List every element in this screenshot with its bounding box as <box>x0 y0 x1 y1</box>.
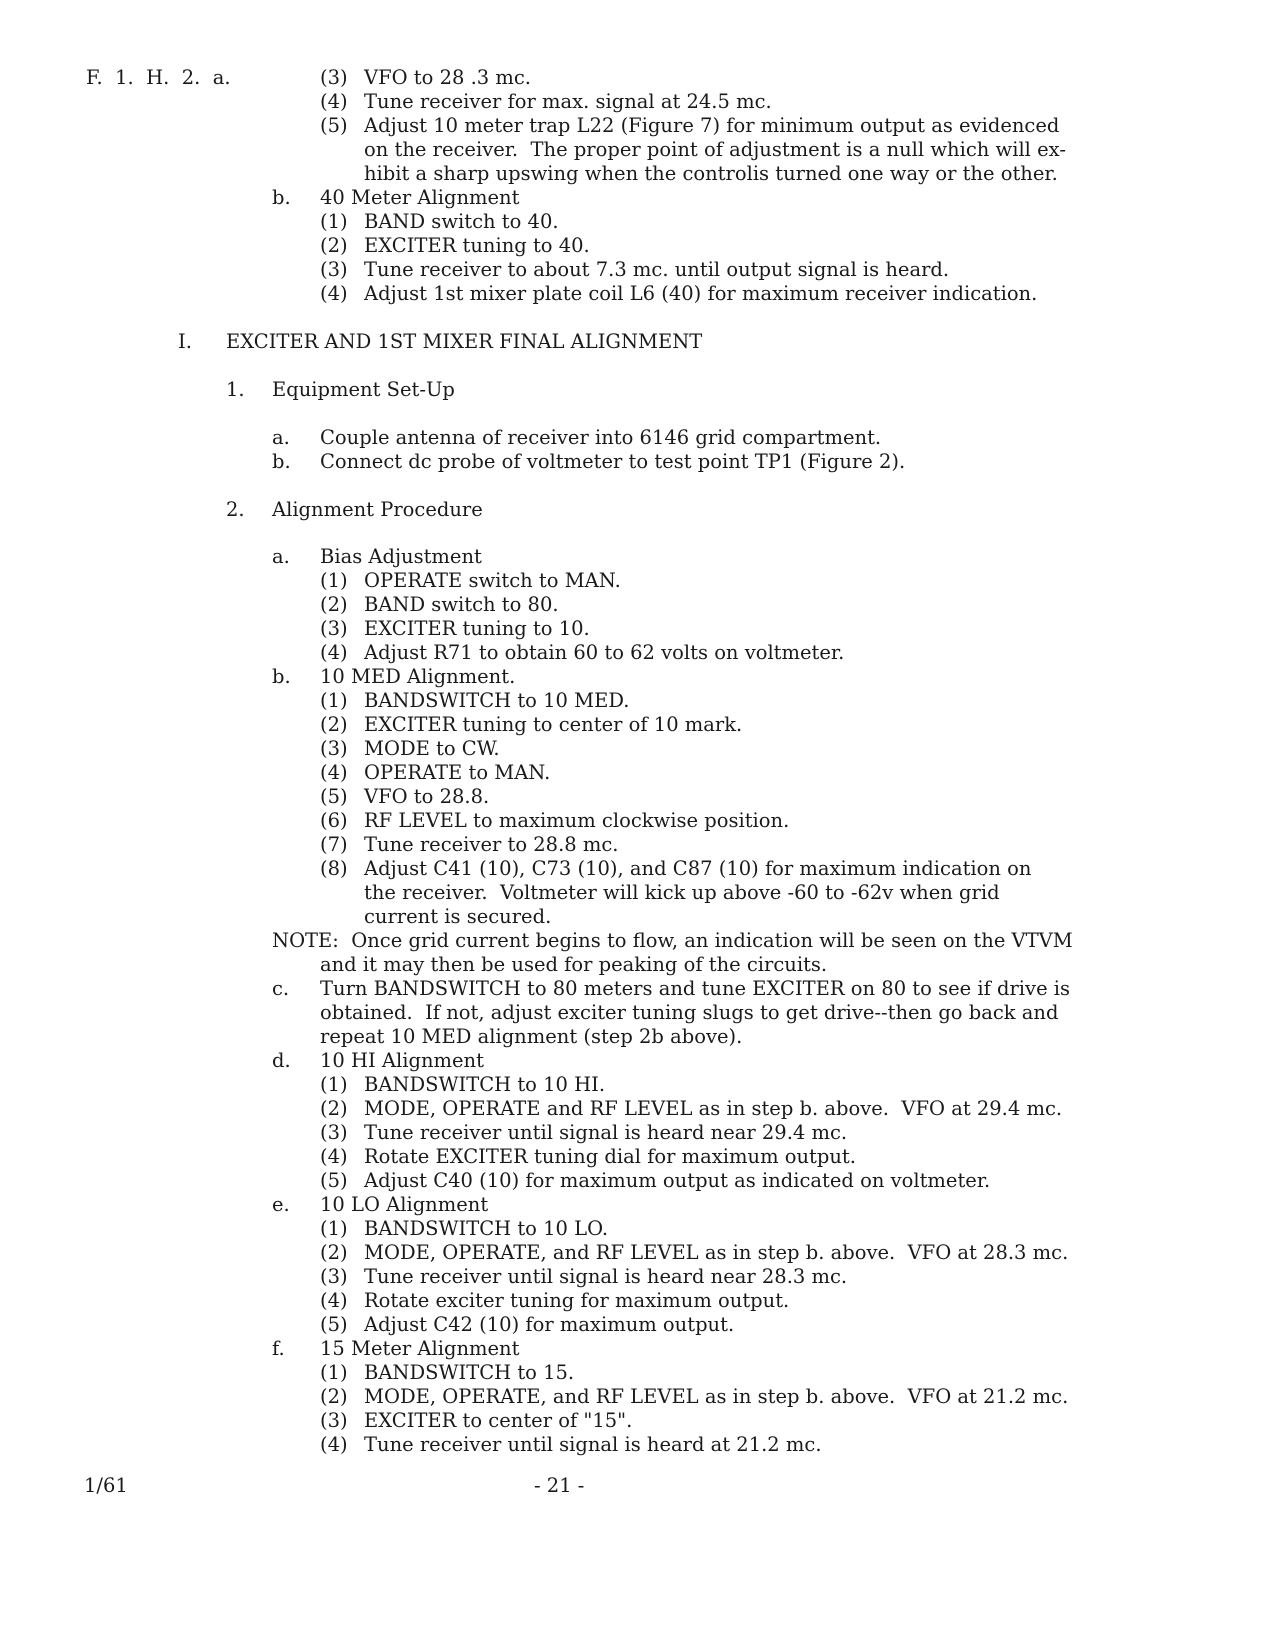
item-number: (3) <box>320 258 348 281</box>
item-text: BAND switch to 80. <box>364 593 559 616</box>
item-text: Tune receiver until signal is heard near 29.4 mc. <box>364 1121 848 1144</box>
item-text: Adjust C40 (10) for maximum output as indicated on voltmeter. <box>364 1169 991 1192</box>
item-number: (4) <box>320 90 348 113</box>
step-title: 15 Meter Alignment <box>320 1337 520 1360</box>
item-text: on the receiver. The proper point of adjustment is a null which will ex- <box>364 138 1066 161</box>
step-title: 40 Meter Alignment <box>320 186 520 209</box>
section-title: EXCITER AND 1ST MIXER FINAL ALIGNMENT <box>226 330 703 353</box>
item-text: Tune receiver for max. signal at 24.5 mc. <box>364 90 772 113</box>
step-label: c. <box>272 977 290 1000</box>
subsection-label: 2. <box>226 498 245 521</box>
item-text: Tune receiver until signal is heard at 21.2 mc. <box>364 1433 822 1456</box>
item-number: (2) <box>320 1097 348 1120</box>
item-text: the receiver. Voltmeter will kick up above -60 to -62v when grid <box>364 881 1000 904</box>
item-number: (8) <box>320 857 348 880</box>
item-text: BANDSWITCH to 10 LO. <box>364 1217 609 1240</box>
step-label: b. <box>272 665 291 688</box>
item-text: OPERATE to MAN. <box>364 761 551 784</box>
step-title: Bias Adjustment <box>320 545 482 568</box>
item-number: (3) <box>320 1265 348 1288</box>
item-number: (4) <box>320 1433 348 1456</box>
item-number: (2) <box>320 593 348 616</box>
item-text: Rotate exciter tuning for maximum output. <box>364 1289 790 1312</box>
item-number: (6) <box>320 809 348 832</box>
item-text: BANDSWITCH to 15. <box>364 1361 575 1384</box>
item-text: EXCITER tuning to center of 10 mark. <box>364 713 743 736</box>
item-number: (3) <box>320 66 348 89</box>
item-text: Tune receiver until signal is heard near 28.3 mc. <box>364 1265 848 1288</box>
item-text: VFO to 28 .3 mc. <box>364 66 531 89</box>
item-number: (4) <box>320 1145 348 1168</box>
item-text: RF LEVEL to maximum clockwise position. <box>364 809 790 832</box>
note-text: NOTE: Once grid current begins to flow, an indication will be seen on the VTVM <box>272 929 1073 952</box>
step-text: obtained. If not, adjust exciter tuning slugs to get drive--then go back and <box>320 1001 1059 1024</box>
step-label: b. <box>272 186 291 209</box>
item-number: (5) <box>320 785 348 808</box>
item-number: (3) <box>320 737 348 760</box>
item-number: (2) <box>320 713 348 736</box>
item-number: (1) <box>320 689 348 712</box>
item-number: (3) <box>320 1409 348 1432</box>
item-text: Tune receiver to 28.8 mc. <box>364 833 619 856</box>
item-number: (1) <box>320 569 348 592</box>
item-text: Adjust C42 (10) for maximum output. <box>364 1313 735 1336</box>
item-text: Adjust R71 to obtain 60 to 62 volts on voltmeter. <box>364 641 845 664</box>
item-text: EXCITER tuning to 40. <box>364 234 590 257</box>
item-text: MODE, OPERATE, and RF LEVEL as in step b. above. VFO at 21.2 mc. <box>364 1385 1069 1408</box>
item-number: (1) <box>320 1073 348 1096</box>
item-text: MODE, OPERATE, and RF LEVEL as in step b. above. VFO at 28.3 mc. <box>364 1241 1069 1264</box>
step-title: 10 LO Alignment <box>320 1193 489 1216</box>
step-label: e. <box>272 1193 290 1216</box>
item-text: Rotate EXCITER tuning dial for maximum output. <box>364 1145 856 1168</box>
item-number: (1) <box>320 210 348 233</box>
step-label: d. <box>272 1049 291 1072</box>
item-text: EXCITER to center of "15". <box>364 1409 633 1432</box>
step-text: Turn BANDSWITCH to 80 meters and tune EXCITER on 80 to see if drive is <box>320 977 1071 1000</box>
item-number: (2) <box>320 1385 348 1408</box>
step-text: Couple antenna of receiver into 6146 grid compartment. <box>320 426 882 449</box>
step-label: a. <box>272 426 290 449</box>
subsection-title: Equipment Set-Up <box>272 378 455 401</box>
item-text: BANDSWITCH to 10 HI. <box>364 1073 606 1096</box>
step-label: f. <box>272 1337 285 1360</box>
item-number: (3) <box>320 617 348 640</box>
item-text: Adjust 1st mixer plate coil L6 (40) for maximum receiver indication. <box>364 282 1038 305</box>
item-number: (5) <box>320 114 348 137</box>
item-number: (4) <box>320 282 348 305</box>
item-number: (1) <box>320 1361 348 1384</box>
item-number: (2) <box>320 234 348 257</box>
section-path: F. 1. H. 2. a. <box>86 66 231 89</box>
item-number: (7) <box>320 833 348 856</box>
item-text: OPERATE switch to MAN. <box>364 569 621 592</box>
item-text: EXCITER tuning to 10. <box>364 617 590 640</box>
item-text: VFO to 28.8. <box>364 785 490 808</box>
item-text: BAND switch to 40. <box>364 210 559 233</box>
item-text: BANDSWITCH to 10 MED. <box>364 689 630 712</box>
item-text: hibit a sharp upswing when the controlis turned one way or the other. <box>364 162 1058 185</box>
item-number: (4) <box>320 641 348 664</box>
item-number: (2) <box>320 1241 348 1264</box>
note-text: and it may then be used for peaking of the circuits. <box>320 953 828 976</box>
item-number: (4) <box>320 1289 348 1312</box>
step-label: b. <box>272 450 291 473</box>
item-number: (1) <box>320 1217 348 1240</box>
section-label: I. <box>178 330 192 353</box>
page-number: - 21 - <box>534 1474 585 1497</box>
subsection-label: 1. <box>226 378 245 401</box>
step-label: a. <box>272 545 290 568</box>
subsection-title: Alignment Procedure <box>272 498 483 521</box>
item-text: MODE, OPERATE and RF LEVEL as in step b. above. VFO at 29.4 mc. <box>364 1097 1063 1120</box>
item-number: (4) <box>320 761 348 784</box>
item-text: Tune receiver to about 7.3 mc. until output signal is heard. <box>364 258 950 281</box>
step-title: 10 HI Alignment <box>320 1049 484 1072</box>
step-text: repeat 10 MED alignment (step 2b above). <box>320 1025 743 1048</box>
item-text: Adjust C41 (10), C73 (10), and C87 (10) for maximum indication on <box>364 857 1032 880</box>
item-number: (5) <box>320 1313 348 1336</box>
item-text: current is secured. <box>364 905 552 928</box>
item-text: Adjust 10 meter trap L22 (Figure 7) for minimum output as evidenced <box>364 114 1060 137</box>
footer-date: 1/61 <box>84 1474 128 1497</box>
step-title: 10 MED Alignment. <box>320 665 516 688</box>
item-number: (3) <box>320 1121 348 1144</box>
item-text: MODE to CW. <box>364 737 500 760</box>
item-number: (5) <box>320 1169 348 1192</box>
step-text: Connect dc probe of voltmeter to test point TP1 (Figure 2). <box>320 450 906 473</box>
